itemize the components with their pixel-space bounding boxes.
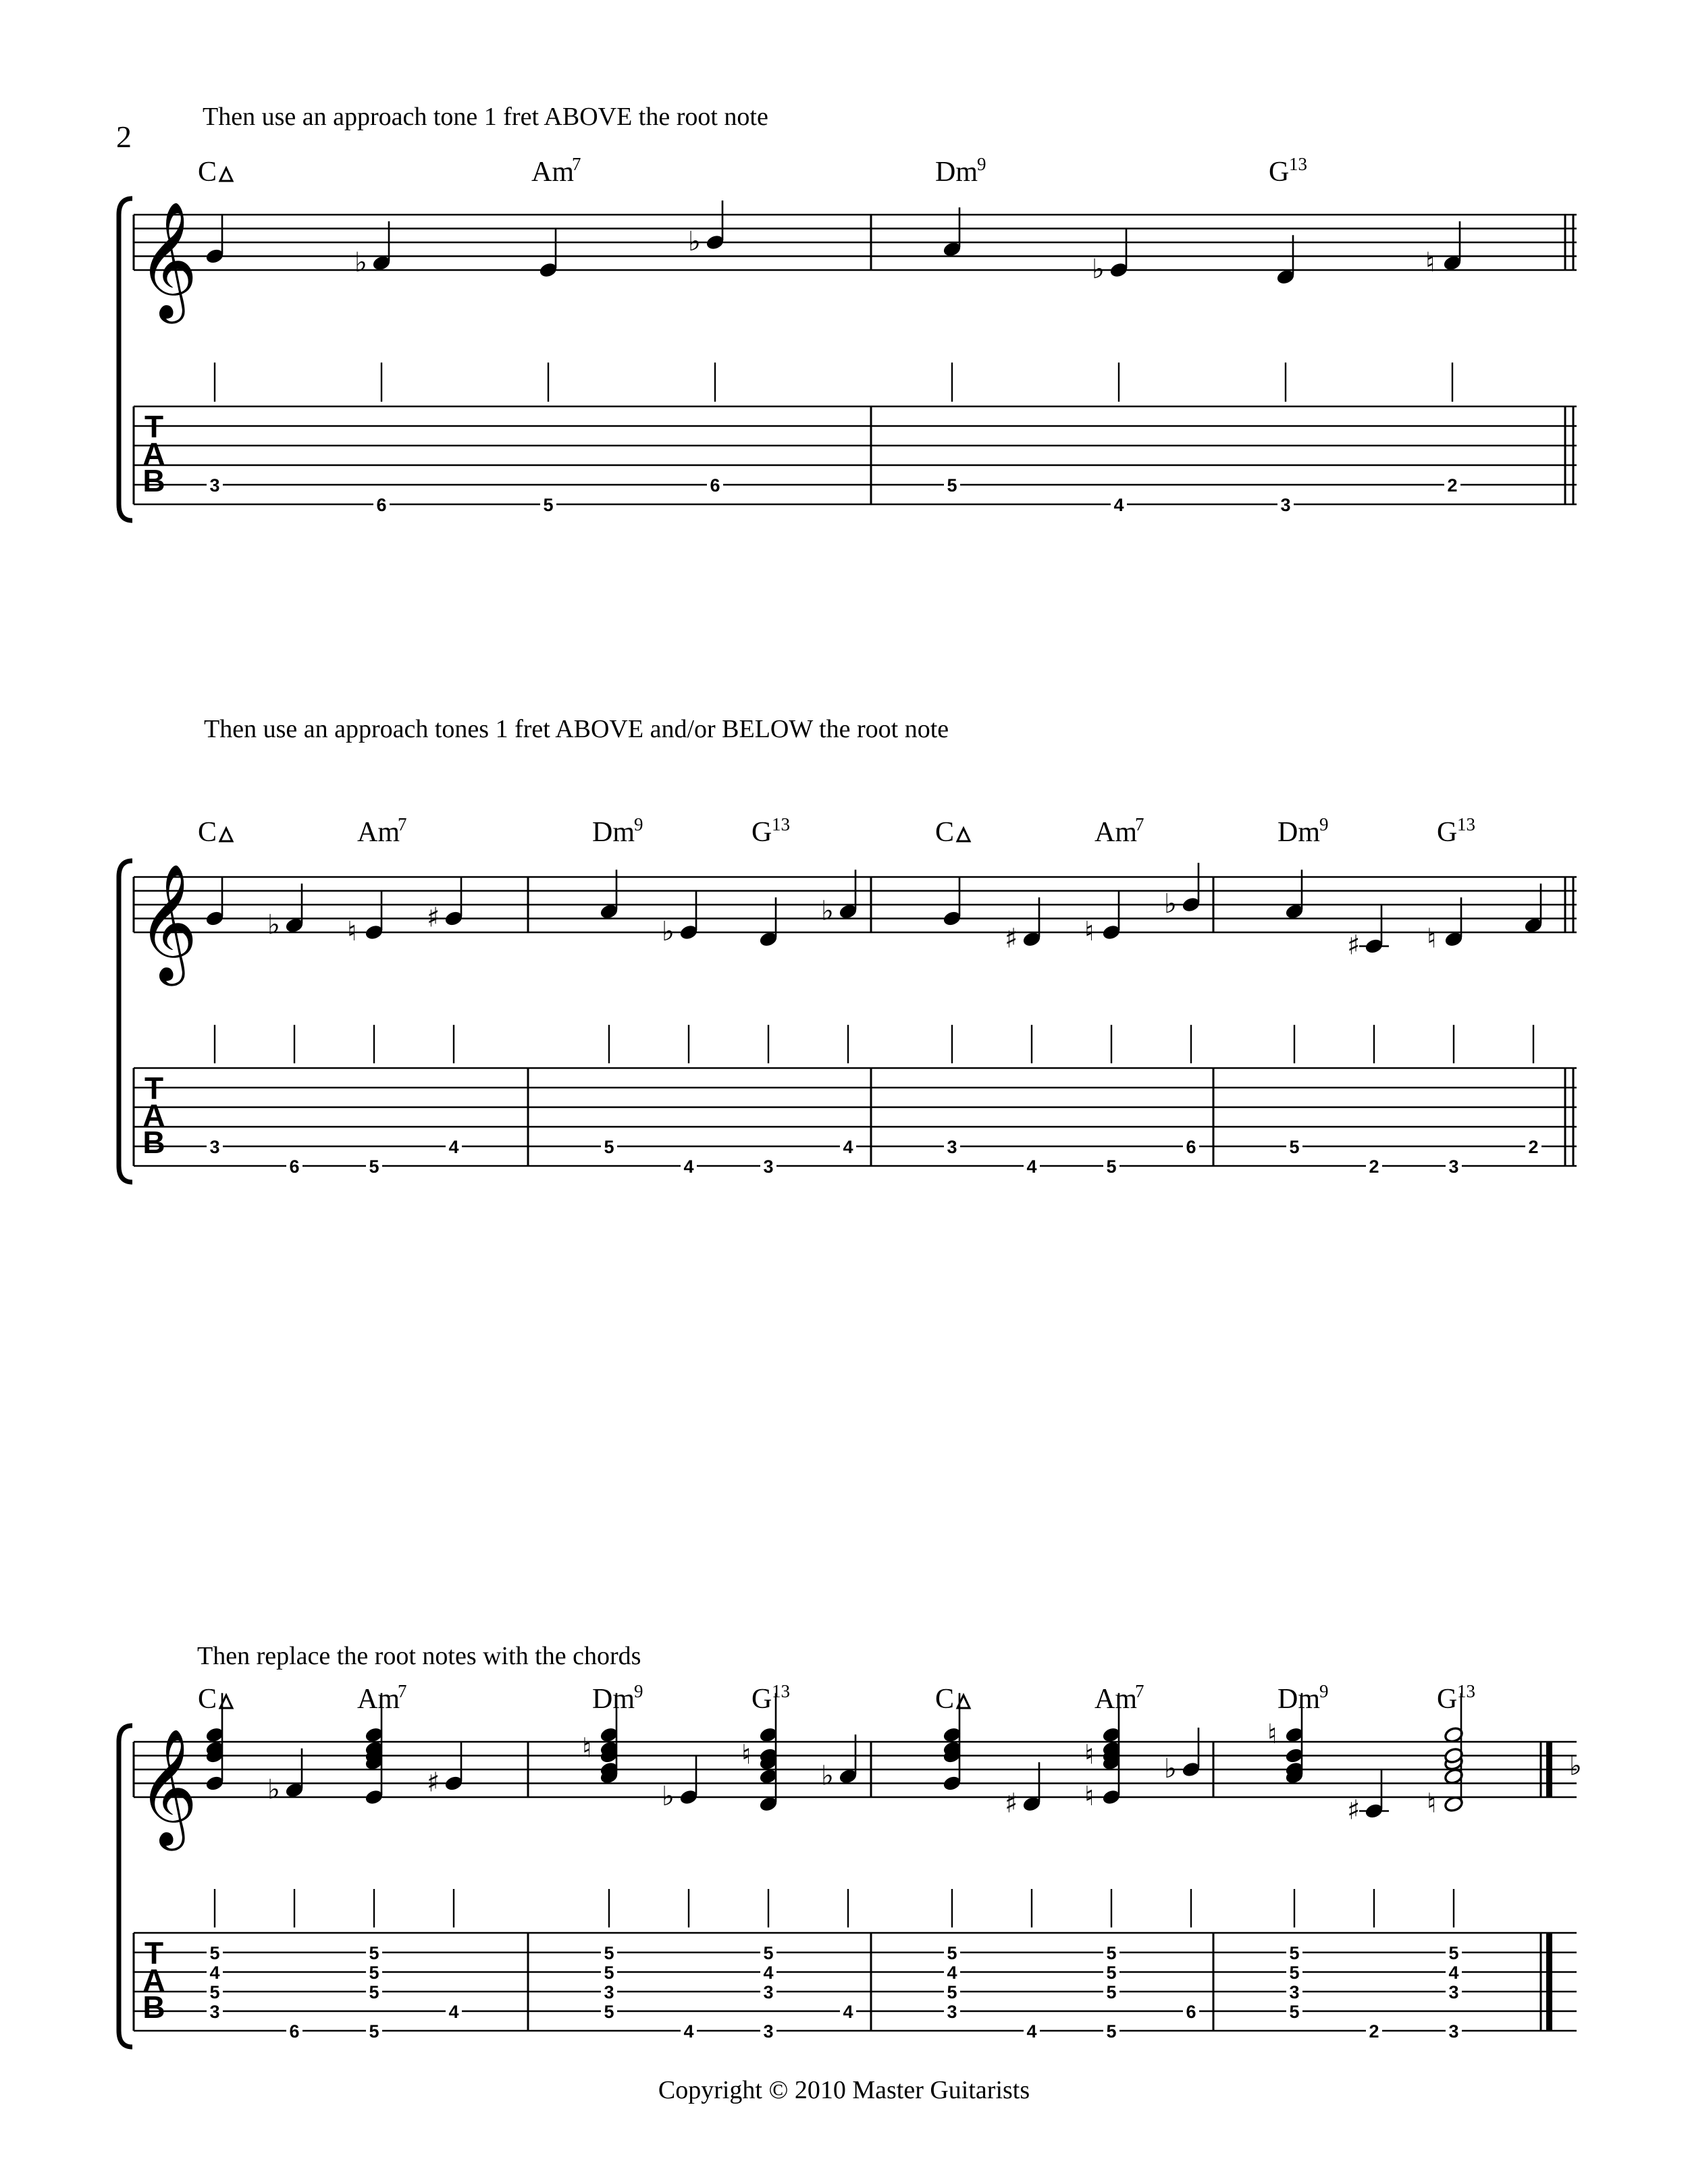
tab-fret [1103, 1963, 1119, 1983]
chord-symbol [935, 817, 970, 848]
tab-fret-number: 6 [289, 1156, 300, 1177]
tab-fret [1277, 495, 1294, 515]
chord-root: G [751, 1684, 772, 1715]
measure [582, 1681, 858, 2042]
sharp-icon: ♯ [1347, 930, 1361, 961]
major-triangle-icon [220, 168, 232, 181]
major-triangle-icon [220, 828, 232, 841]
tab-fret-number: 5 [1106, 2021, 1117, 2042]
tab-fret-number: 3 [604, 1982, 614, 2002]
chord-root: G [1437, 1684, 1458, 1715]
tab-fret-number: 3 [209, 1137, 220, 1157]
tab-fret-number: 3 [763, 1982, 774, 2002]
tab-fret-number: 5 [1289, 1137, 1300, 1157]
flat-icon: ♭ [688, 226, 701, 257]
natural-icon: ♮ [1084, 1739, 1094, 1771]
tab-fret-number: 4 [683, 1156, 694, 1177]
tab-fret-number: 3 [763, 2021, 774, 2042]
chord-root: G [1437, 817, 1458, 848]
tab-clef-letter: T [144, 1071, 164, 1106]
tab-fret [1366, 1156, 1382, 1177]
tab-fret-number: 5 [604, 1963, 614, 1983]
measure [198, 1681, 464, 2042]
tab-fret [1444, 475, 1460, 496]
tab-fret [446, 1137, 462, 1157]
chord-root: Am [1094, 817, 1137, 848]
tab-fret [601, 1943, 617, 1963]
chord-symbol [751, 814, 790, 848]
system-instruction: Then use an approach tone 1 fret ABOVE the root note [203, 103, 768, 131]
chord-extension: 13 [1457, 1681, 1475, 1701]
tab-staff [134, 406, 1577, 504]
tab-fret [1183, 1137, 1199, 1157]
chord-extension: 9 [634, 1681, 643, 1701]
beat [662, 1755, 699, 2042]
tab-fret-number: 3 [947, 1137, 957, 1157]
tab-fret-number: 3 [1448, 1982, 1459, 2002]
chord-symbol [751, 1681, 790, 1715]
tab-fret [601, 1963, 617, 1983]
final-barline [1546, 1742, 1552, 1797]
tab-fret [944, 1963, 960, 1983]
chord-extension: 13 [1289, 154, 1307, 174]
tab-fret [760, 1156, 776, 1177]
tab-fret-number: 5 [369, 2021, 379, 2042]
page-number: 2 [116, 119, 132, 154]
final-barline [1546, 1933, 1552, 2031]
beat [205, 877, 225, 1158]
sharp-icon: ♯ [1347, 1794, 1361, 1826]
tab-fret-number: 5 [1106, 1982, 1117, 2002]
tab-fret [944, 1982, 960, 2002]
beat [364, 1693, 384, 2042]
tab-clef-letter: A [142, 1098, 165, 1133]
tab-fret [760, 1943, 776, 1963]
chord-root: Dm [935, 157, 978, 188]
tab-fret-number: 5 [947, 1943, 957, 1963]
flat-icon: ♭ [1164, 1753, 1177, 1784]
tab-fret-number: 5 [369, 1963, 379, 1983]
beat [1084, 1693, 1122, 2042]
tab-fret-number: 5 [543, 495, 554, 515]
tab-fret-number: 4 [843, 1137, 853, 1157]
chord-symbol [935, 154, 986, 188]
chord-extension: 13 [772, 1681, 790, 1701]
system-instruction: Then replace the root notes with the chords [197, 1642, 641, 1670]
beat [1164, 863, 1201, 1157]
tab-fret-number: 5 [1289, 1943, 1300, 1963]
tab-fret-number: 5 [604, 1943, 614, 1963]
tab-fret [840, 2002, 856, 2022]
tab-fret [366, 1156, 382, 1177]
tab-fret [681, 2021, 697, 2042]
beat [1427, 1693, 1464, 2042]
tab-fret [1183, 2002, 1199, 2022]
tab-fret-number: 5 [1106, 1156, 1117, 1177]
chord-extension: 9 [634, 814, 643, 834]
tab-fret [286, 2021, 302, 2042]
chord-root: Dm [592, 1684, 635, 1715]
sharp-icon: ♯ [1005, 1788, 1018, 1819]
chord-extension: 9 [977, 154, 986, 174]
beat [1347, 905, 1389, 1177]
tab-fret [760, 1982, 776, 2002]
chord-symbol [531, 154, 581, 188]
chord-extension: 13 [1457, 814, 1475, 834]
chord-symbol [935, 1684, 970, 1715]
tab-clef-letter: T [144, 409, 164, 444]
tab-fret [1446, 1156, 1462, 1177]
tab-fret [1525, 1137, 1541, 1157]
tab-fret-number: 4 [763, 1963, 774, 1983]
tab-fret-number: 3 [209, 2002, 220, 2022]
chord-root: G [1269, 157, 1290, 188]
chord-extension: 7 [1135, 1681, 1144, 1701]
chord-extension: 9 [1319, 814, 1329, 834]
tab-fret-number: 2 [1369, 1156, 1379, 1177]
natural-icon: ♮ [582, 1732, 592, 1764]
beat [599, 870, 619, 1157]
natural-icon: ♮ [1084, 916, 1094, 947]
tab-clef-letter: A [142, 436, 165, 471]
tab-fret-number: 5 [209, 1982, 220, 2002]
system-3 [119, 1642, 1582, 2047]
measure [935, 814, 1201, 1177]
tab-fret-number: 5 [763, 1943, 774, 1963]
tab-fret-number: 4 [448, 2002, 459, 2022]
beat [354, 221, 392, 515]
tab-fret-number: 2 [1369, 2021, 1379, 2042]
tab-fret [760, 1963, 776, 1983]
natural-icon: ♮ [1425, 246, 1435, 278]
tab-fret [540, 495, 556, 515]
treble-clef-icon: 𝄞 [138, 863, 198, 981]
beat [1284, 870, 1304, 1157]
system-1 [119, 103, 1577, 521]
chord-symbol [198, 817, 232, 848]
chord-root: Dm [592, 817, 635, 848]
tab-fret [760, 2021, 776, 2042]
beat [1425, 221, 1462, 496]
chord-extension: 7 [398, 1681, 407, 1701]
tab-fret-number: 4 [1026, 1156, 1037, 1177]
tab-fret [446, 2002, 462, 2022]
tab-fret-number: 5 [369, 1982, 379, 2002]
beat [1347, 1769, 1389, 2042]
tab-fret [1286, 1963, 1302, 1983]
flat-icon: ♭ [267, 909, 280, 940]
beat [347, 890, 384, 1177]
treble-staff [134, 201, 1577, 324]
measure [935, 154, 1462, 515]
tab-fret-number: 5 [209, 1943, 220, 1963]
chord-extension: 7 [1135, 814, 1144, 834]
treble-clef-icon: 𝄞 [138, 1728, 198, 1846]
tab-fret [207, 475, 223, 496]
tab-fret-number: 5 [947, 475, 957, 496]
flat-icon: ♭ [821, 1760, 834, 1792]
tab-fret [1286, 2002, 1302, 2022]
system-notation [119, 1681, 1582, 2047]
chord-symbol [1277, 1681, 1329, 1715]
beat [942, 877, 962, 1158]
tab-fret [1103, 2021, 1119, 2042]
tab-fret [207, 2002, 223, 2022]
tab-fret-number: 3 [947, 2002, 957, 2022]
chord-symbol [198, 157, 232, 188]
beat [538, 228, 558, 515]
measure [1267, 1681, 1475, 2042]
chord-symbol [592, 814, 643, 848]
chord-extension: 9 [1319, 1681, 1329, 1701]
chord-symbol [1277, 814, 1329, 848]
measure [935, 1681, 1201, 2042]
beat [1005, 897, 1042, 1177]
chord-extension: 13 [772, 814, 790, 834]
chord-root: C [935, 817, 955, 848]
tab-clef-letter: B [142, 1990, 165, 2025]
chord-root: Dm [1277, 1684, 1320, 1715]
tab-fret-number: 6 [1186, 2002, 1196, 2022]
tab-fret [601, 1137, 617, 1157]
chord-symbol [1269, 154, 1307, 188]
tab-fret-number: 3 [1280, 495, 1291, 515]
tab-fret [286, 1156, 302, 1177]
tab-fret [681, 1156, 697, 1177]
chord-root: Am [357, 817, 400, 848]
tab-fret-number: 5 [1106, 1943, 1117, 1963]
tab-fret-number: 5 [1106, 1963, 1117, 1983]
chord-root: C [935, 1684, 955, 1715]
beat [821, 870, 858, 1157]
natural-icon: ♮ [1084, 1781, 1094, 1812]
key-signature-flat-icon: ♭ [1569, 1751, 1582, 1782]
tab-fret [707, 475, 723, 496]
tab-fret [207, 1137, 223, 1157]
beat [267, 1749, 305, 2042]
tab-fret-number: 3 [1289, 1982, 1300, 2002]
beat [1275, 235, 1296, 515]
beat [267, 884, 305, 1177]
chord-root: C [198, 817, 217, 848]
natural-icon: ♮ [741, 1739, 751, 1771]
tab-clef-letter: A [142, 1963, 165, 1998]
tab-fret [1446, 1963, 1462, 1983]
tab-fret-number: 6 [1186, 1137, 1196, 1157]
beat [1427, 897, 1464, 1177]
natural-icon: ♮ [1427, 1788, 1437, 1819]
tab-fret [1366, 2021, 1382, 2042]
tab-fret-number: 5 [369, 1156, 379, 1177]
chord-root: G [751, 817, 772, 848]
measure [592, 814, 858, 1177]
system-bracket [119, 1726, 132, 2047]
flat-icon: ♭ [1164, 888, 1177, 920]
tab-fret [1446, 1982, 1462, 2002]
beat [1164, 1728, 1201, 2022]
tab-clef-letter: B [142, 1125, 165, 1160]
tab-fret [944, 475, 960, 496]
beat [1005, 1762, 1042, 2042]
tab-fret-number: 4 [947, 1963, 957, 1983]
flat-icon: ♭ [1092, 254, 1105, 285]
system-instruction: Then use an approach tones 1 fret ABOVE and/or BELOW the root note [204, 715, 949, 743]
tab-fret [840, 1137, 856, 1157]
tab-fret-number: 3 [209, 475, 220, 496]
tab-fret-number: 5 [1289, 1963, 1300, 1983]
natural-icon: ♮ [347, 916, 357, 947]
measure [1277, 814, 1544, 1177]
beat [688, 201, 725, 496]
beat [205, 215, 225, 496]
treble-clef-icon: 𝄞 [138, 201, 198, 319]
beat [1092, 228, 1129, 515]
tab-fret-number: 4 [448, 1137, 459, 1157]
sharp-icon: ♯ [1005, 923, 1018, 955]
tab-fret [373, 495, 390, 515]
tab-fret-number: 4 [1113, 495, 1124, 515]
chord-extension: 7 [572, 154, 581, 174]
tab-fret-number: 6 [710, 475, 720, 496]
tab-fret [207, 1963, 223, 1983]
tab-fret [944, 1943, 960, 1963]
system-notation [119, 814, 1577, 1182]
tab-fret [207, 1943, 223, 1963]
tab-fret-number: 3 [763, 1156, 774, 1177]
chord-extension: 7 [398, 814, 407, 834]
tab-fret [366, 2021, 382, 2042]
chord-root: Am [1094, 1684, 1137, 1715]
chord-root: C [198, 157, 217, 188]
chord-symbol [1094, 814, 1144, 848]
flat-icon: ♭ [662, 1781, 675, 1812]
copyright-notice: Copyright © 2010 Master Guitarists [658, 2076, 1030, 2104]
tab-fret-number: 5 [1448, 1943, 1459, 1963]
chord-symbol [1437, 814, 1475, 848]
tab-fret [1024, 1156, 1040, 1177]
chord-root: Am [531, 157, 574, 188]
chord-symbol [198, 1684, 232, 1715]
beat [1084, 890, 1122, 1177]
chord-symbol [1437, 1681, 1475, 1715]
tab-fret [601, 2002, 617, 2022]
tab-fret [366, 1982, 382, 2002]
tab-fret [1286, 1982, 1302, 2002]
beat [758, 897, 779, 1177]
flat-icon: ♭ [267, 1774, 280, 1805]
beat [1523, 884, 1544, 1157]
tab-fret-number: 5 [1289, 2002, 1300, 2022]
measure [198, 814, 464, 1177]
tab-fret-number: 5 [369, 1943, 379, 1963]
tab-fret [1103, 1982, 1119, 2002]
tab-fret [207, 1982, 223, 2002]
tab-fret [1111, 495, 1127, 515]
tab-fret [944, 1137, 960, 1157]
tab-fret [944, 2002, 960, 2022]
tab-fret [601, 1982, 617, 2002]
tab-fret-number: 5 [947, 1982, 957, 2002]
tab-fret [1286, 1137, 1302, 1157]
chord-root: C [198, 1684, 217, 1715]
tab-fret-number: 5 [604, 1137, 614, 1157]
sharp-icon: ♯ [427, 1767, 440, 1799]
tab-fret-number: 2 [1447, 475, 1458, 496]
natural-icon: ♮ [1267, 1718, 1277, 1750]
chord-root: Dm [1277, 817, 1320, 848]
tab-fret [1103, 1156, 1119, 1177]
tab-fret [1446, 1943, 1462, 1963]
chord-symbol [592, 1681, 643, 1715]
tab-fret-number: 6 [289, 2021, 300, 2042]
flat-icon: ♭ [354, 246, 367, 278]
tab-fret-number: 4 [1026, 2021, 1037, 2042]
chord-symbol [357, 814, 407, 848]
tab-fret-number: 4 [1448, 1963, 1459, 1983]
tab-fret [1024, 2021, 1040, 2042]
tab-fret [1286, 1943, 1302, 1963]
tab-fret-number: 3 [1448, 1156, 1459, 1177]
system-bracket [119, 198, 132, 521]
tab-fret-number: 4 [843, 2002, 853, 2022]
flat-icon: ♭ [662, 916, 675, 947]
tab-fret [1103, 1943, 1119, 1963]
tab-fret-number: 4 [209, 1963, 220, 1983]
tab-clef-letter: B [142, 463, 165, 498]
tab-fret-number: 3 [1448, 2021, 1459, 2042]
natural-icon: ♮ [1427, 923, 1437, 955]
tab-clef-letter: T [144, 1936, 164, 1971]
beat [662, 890, 699, 1177]
measure [198, 154, 725, 515]
beat [942, 207, 962, 496]
tab-fret [1446, 2021, 1462, 2042]
tab-fret-number: 4 [683, 2021, 694, 2042]
tab-fret-number: 6 [376, 495, 387, 515]
tab-fret-number: 5 [604, 2002, 614, 2022]
beat [821, 1734, 858, 2022]
system-2 [119, 715, 1577, 1182]
system-bracket [119, 861, 132, 1182]
tab-fret [366, 1963, 382, 1983]
tab-fret [366, 1943, 382, 1963]
chord-root: Am [357, 1684, 400, 1715]
beat [741, 1693, 779, 2042]
tab-fret-number: 2 [1528, 1137, 1539, 1157]
sharp-icon: ♯ [427, 902, 440, 934]
flat-icon: ♭ [821, 895, 834, 927]
system-notation [119, 154, 1577, 521]
major-triangle-icon [957, 828, 970, 841]
